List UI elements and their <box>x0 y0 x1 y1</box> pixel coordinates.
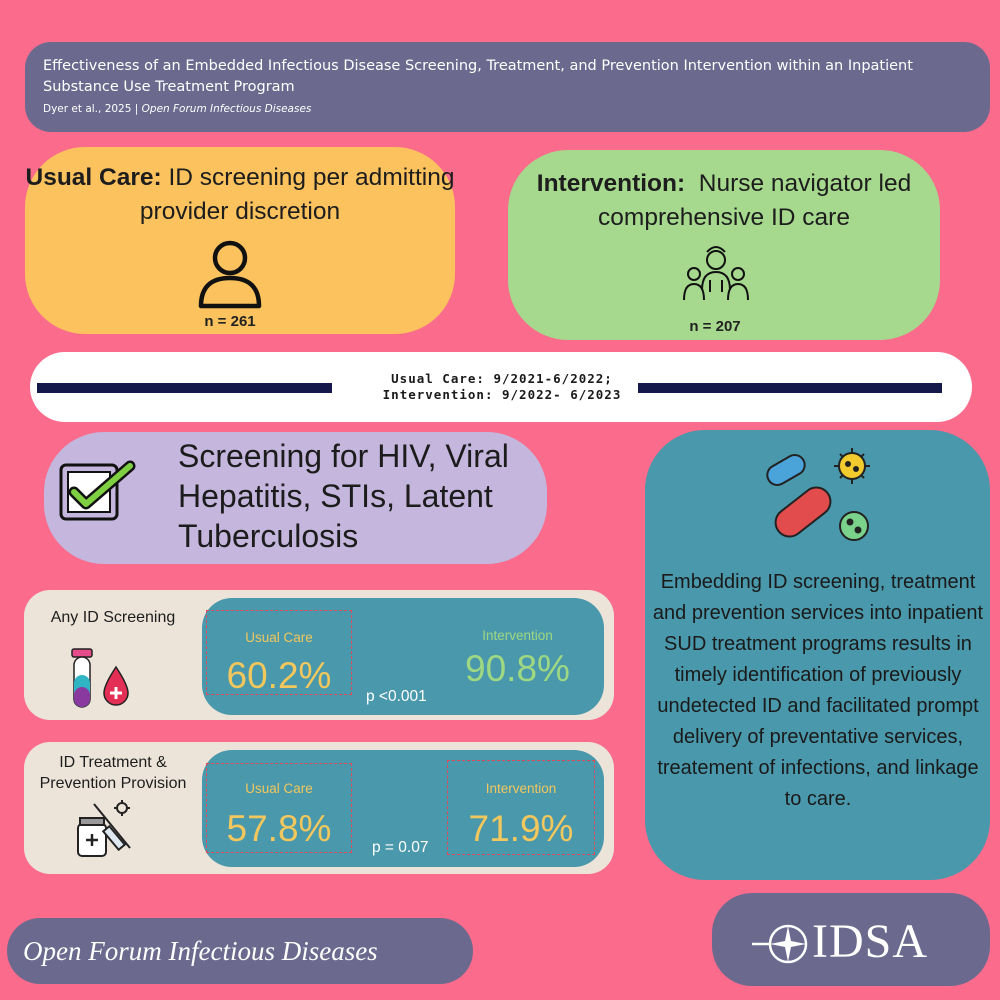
intervention-result-label: Intervention <box>482 628 553 643</box>
usual-care-result-value: 60.2% <box>226 655 332 696</box>
intervention-text <box>508 167 940 235</box>
nurse-team-icon <box>680 240 752 306</box>
result-label: Any ID Screening <box>50 609 176 626</box>
intervention-result-value: 90.8% <box>465 648 570 689</box>
intervention-label: Intervention: <box>536 170 686 197</box>
checkbox-icon <box>58 460 136 524</box>
syringe-medicine-icon <box>72 798 136 862</box>
intervention-n: n = 207 <box>689 318 741 335</box>
usual-care-label: Usual Care: <box>25 164 162 191</box>
intervention-result-value: 71.9% <box>468 808 574 849</box>
p-value: p <0.001 <box>366 688 427 705</box>
usual-care-text <box>25 161 455 229</box>
usual-care-result-label: Usual Care <box>245 630 313 645</box>
p-value: p = 0.07 <box>372 839 429 856</box>
citation <box>43 103 972 115</box>
screening-text: Screening for HIV, Viral Hepatitis, STIs, Latent Tuberculosis <box>178 438 509 554</box>
citation-authors: Dyer et al., 2025 | <box>43 103 139 115</box>
usual-care-result-value: 57.8% <box>226 808 332 849</box>
summary-text: Embedding ID screening, treatment and prevention services into inpatient SUD treatment programs results in timely identification of previously undetected ID and facilitated prompt delivery of preventative services, treatement of infections, and linkage to care. <box>652 571 984 810</box>
timeline-line-right <box>638 383 942 393</box>
timeline-text <box>352 371 652 403</box>
intervention-description: Nurse navigator led comprehensive ID care <box>598 170 912 231</box>
citation-journal: Open Forum Infectious Diseases <box>141 103 312 115</box>
person-icon <box>196 238 264 310</box>
test-tube-blood-drop-icon <box>66 645 138 711</box>
microbes-icon <box>762 446 880 550</box>
usual-care-result-label: Usual Care <box>245 781 313 796</box>
journal-name: Open Forum Infectious Diseases <box>7 918 473 984</box>
idsa-logo: IDSA <box>812 915 929 968</box>
usual-care-description: ID screening per admitting provider discretion <box>139 164 455 225</box>
header-banner <box>25 42 990 132</box>
timeline-line-left <box>37 383 332 393</box>
timeline-intervention: Intervention: 9/2022- 6/2023 <box>382 387 622 402</box>
page-title: Effectiveness of an Embedded Infectious Disease Screening, Treatment, and Prevention Intervention within an Inpatient Substance Use Treatment Program <box>43 58 913 95</box>
usual-care-n: n = 261 <box>204 313 256 330</box>
intervention-result-label: Intervention <box>485 781 557 796</box>
compass-star-icon <box>752 918 812 970</box>
timeline-usual: Usual Care: 9/2021-6/2022; <box>391 371 613 386</box>
result-label: ID Treatment & Prevention Provision <box>39 754 187 792</box>
